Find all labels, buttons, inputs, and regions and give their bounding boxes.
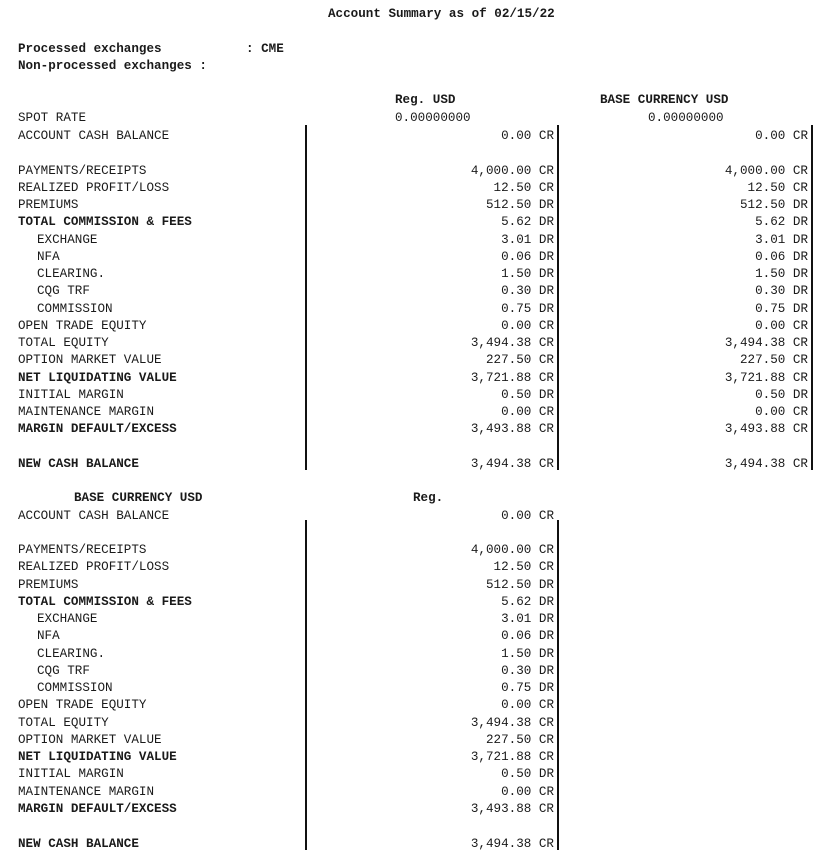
section1-row-value-base: 0.06 DR xyxy=(755,250,808,264)
section1-row-value-base: 4,000.00 CR xyxy=(724,164,808,178)
page-title: Account Summary as of 02/15/22 xyxy=(328,7,555,21)
section1-row-label: PREMIUMS xyxy=(18,198,79,212)
section2-row-value-reg: 4,000.00 CR xyxy=(470,543,554,557)
section1-row-value-reg: 512.50 DR xyxy=(485,198,554,212)
section1-row-value-reg: 0.30 DR xyxy=(501,284,554,298)
section2-row-label: NEW CASH BALANCE xyxy=(18,837,139,851)
section2-row-value-reg: 1.50 DR xyxy=(501,647,554,661)
section1-row-value-base: 3.01 DR xyxy=(755,233,808,247)
section1-row-value-reg: 0.00 CR xyxy=(501,319,554,333)
section2-row-value-reg: 3,494.38 CR xyxy=(470,837,554,851)
section1-row-value-base: 0.50 DR xyxy=(755,388,808,402)
section1-row-value-base: 227.50 CR xyxy=(739,353,808,367)
section1-row-value-reg: 3.01 DR xyxy=(501,233,554,247)
section2-row-label: NET LIQUIDATING VALUE xyxy=(18,750,177,764)
section2-row-value-reg: 3,493.88 CR xyxy=(470,802,554,816)
section2-row-label: REALIZED PROFIT/LOSS xyxy=(18,560,170,574)
section2-row-label: COMMISSION xyxy=(37,681,113,695)
section1-col2-header: BASE CURRENCY USD xyxy=(600,93,729,107)
section1-divider-right xyxy=(811,125,813,470)
section2-row-label: TOTAL EQUITY xyxy=(18,716,109,730)
section2-row-label: NFA xyxy=(37,629,60,643)
section1-row-value-base: 512.50 DR xyxy=(739,198,808,212)
section2-row-value-reg: 12.50 CR xyxy=(493,560,554,574)
section2-row-label: TOTAL COMMISSION & FEES xyxy=(18,595,192,609)
section2-row-value-reg: 0.30 DR xyxy=(501,664,554,678)
section2-row-label: PREMIUMS xyxy=(18,578,79,592)
section1-row-value-reg: 3,494.38 CR xyxy=(470,457,554,471)
section2-row-label: OPTION MARKET VALUE xyxy=(18,733,162,747)
section1-row-label: MARGIN DEFAULT/EXCESS xyxy=(18,422,177,436)
section1-row-label: COMMISSION xyxy=(37,302,113,316)
section1-row-value-reg: 3,494.38 CR xyxy=(470,336,554,350)
section2-row-label: MARGIN DEFAULT/EXCESS xyxy=(18,802,177,816)
section2-title: BASE CURRENCY USD xyxy=(74,491,203,505)
section1-row-value-reg: 0.50 DR xyxy=(501,388,554,402)
section1-row-label: PAYMENTS/RECEIPTS xyxy=(18,164,147,178)
section2-row-value-reg: 512.50 DR xyxy=(485,578,554,592)
spot-rate-label: SPOT RATE xyxy=(18,111,87,125)
section2-divider-right xyxy=(557,520,559,850)
section2-row-label: EXCHANGE xyxy=(37,612,98,626)
section1-row-value-reg: 4,000.00 CR xyxy=(470,164,554,178)
section1-row-label: OPTION MARKET VALUE xyxy=(18,353,162,367)
section1-row-label: TOTAL COMMISSION & FEES xyxy=(18,215,192,229)
section1-row-label: MAINTENANCE MARGIN xyxy=(18,405,155,419)
section2-row-label: INITIAL MARGIN xyxy=(18,767,124,781)
section2-row-value-reg: 3.01 DR xyxy=(501,612,554,626)
section1-row-value-base: 0.00 CR xyxy=(755,319,808,333)
section1-row-label: INITIAL MARGIN xyxy=(18,388,124,402)
section1-row-value-base: 12.50 CR xyxy=(747,181,808,195)
section1-row-value-base: 5.62 DR xyxy=(755,215,808,229)
section1-row-value-base: 0.75 DR xyxy=(755,302,808,316)
section1-row-value-base: 0.00 CR xyxy=(755,129,808,143)
section2-col1-header: Reg. xyxy=(413,491,444,505)
section1-row-value-reg: 3,721.88 CR xyxy=(470,371,554,385)
section1-row-value-reg: 3,493.88 CR xyxy=(470,422,554,436)
section1-row-label: ACCOUNT CASH BALANCE xyxy=(18,129,170,143)
section2-row-value-reg: 0.50 DR xyxy=(501,767,554,781)
section2-row-label: MAINTENANCE MARGIN xyxy=(18,785,155,799)
processed-exchanges-value: : CME xyxy=(246,42,284,56)
section2-row-value-reg: 3,494.38 CR xyxy=(470,716,554,730)
section1-row-label: OPEN TRADE EQUITY xyxy=(18,319,147,333)
section1-row-value-reg: 0.00 CR xyxy=(501,129,554,143)
section1-row-value-reg: 0.00 CR xyxy=(501,405,554,419)
section1-row-label: TOTAL EQUITY xyxy=(18,336,109,350)
section2-row-value-reg: 227.50 CR xyxy=(485,733,554,747)
section1-row-value-base: 3,494.38 CR xyxy=(724,457,808,471)
section1-row-label: CLEARING. xyxy=(37,267,106,281)
section2-row-label: PAYMENTS/RECEIPTS xyxy=(18,543,147,557)
section1-row-label: CQG TRF xyxy=(37,284,90,298)
section1-row-value-reg: 0.75 DR xyxy=(501,302,554,316)
section2-row-label: OPEN TRADE EQUITY xyxy=(18,698,147,712)
section1-row-value-base: 3,494.38 CR xyxy=(724,336,808,350)
section1-row-label: NET LIQUIDATING VALUE xyxy=(18,371,177,385)
section2-row-value-reg: 0.00 CR xyxy=(501,785,554,799)
section1-row-value-reg: 227.50 CR xyxy=(485,353,554,367)
section2-row-label: CQG TRF xyxy=(37,664,90,678)
section2-row-value-reg: 0.00 CR xyxy=(501,698,554,712)
section1-row-label: NEW CASH BALANCE xyxy=(18,457,139,471)
section1-row-value-base: 3,493.88 CR xyxy=(724,422,808,436)
section1-row-value-base: 0.30 DR xyxy=(755,284,808,298)
section1-divider-mid xyxy=(557,125,559,470)
section2-row-label: CLEARING. xyxy=(37,647,106,661)
section2-divider-left xyxy=(305,520,307,850)
section1-row-value-base: 1.50 DR xyxy=(755,267,808,281)
section1-row-label: NFA xyxy=(37,250,60,264)
section2-row-label: ACCOUNT CASH BALANCE xyxy=(18,509,170,523)
nonprocessed-exchanges-label: Non-processed exchanges : xyxy=(18,59,207,73)
spot-rate-col1: 0.00000000 xyxy=(395,111,471,125)
spot-rate-col2: 0.00000000 xyxy=(648,111,724,125)
section1-row-label: EXCHANGE xyxy=(37,233,98,247)
section1-row-value-base: 3,721.88 CR xyxy=(724,371,808,385)
section1-divider-left xyxy=(305,125,307,470)
section1-row-value-base: 0.00 CR xyxy=(755,405,808,419)
section1-row-value-reg: 12.50 CR xyxy=(493,181,554,195)
section1-row-value-reg: 1.50 DR xyxy=(501,267,554,281)
section2-row-value-reg: 5.62 DR xyxy=(501,595,554,609)
section2-row-value-reg: 0.06 DR xyxy=(501,629,554,643)
section2-row-value-reg: 3,721.88 CR xyxy=(470,750,554,764)
section1-col1-header: Reg. USD xyxy=(395,93,456,107)
processed-exchanges-label: Processed exchanges xyxy=(18,42,162,56)
section1-row-value-reg: 5.62 DR xyxy=(501,215,554,229)
section2-row-value-reg: 0.75 DR xyxy=(501,681,554,695)
section2-row-value-reg: 0.00 CR xyxy=(501,509,554,523)
section1-row-value-reg: 0.06 DR xyxy=(501,250,554,264)
section1-row-label: REALIZED PROFIT/LOSS xyxy=(18,181,170,195)
